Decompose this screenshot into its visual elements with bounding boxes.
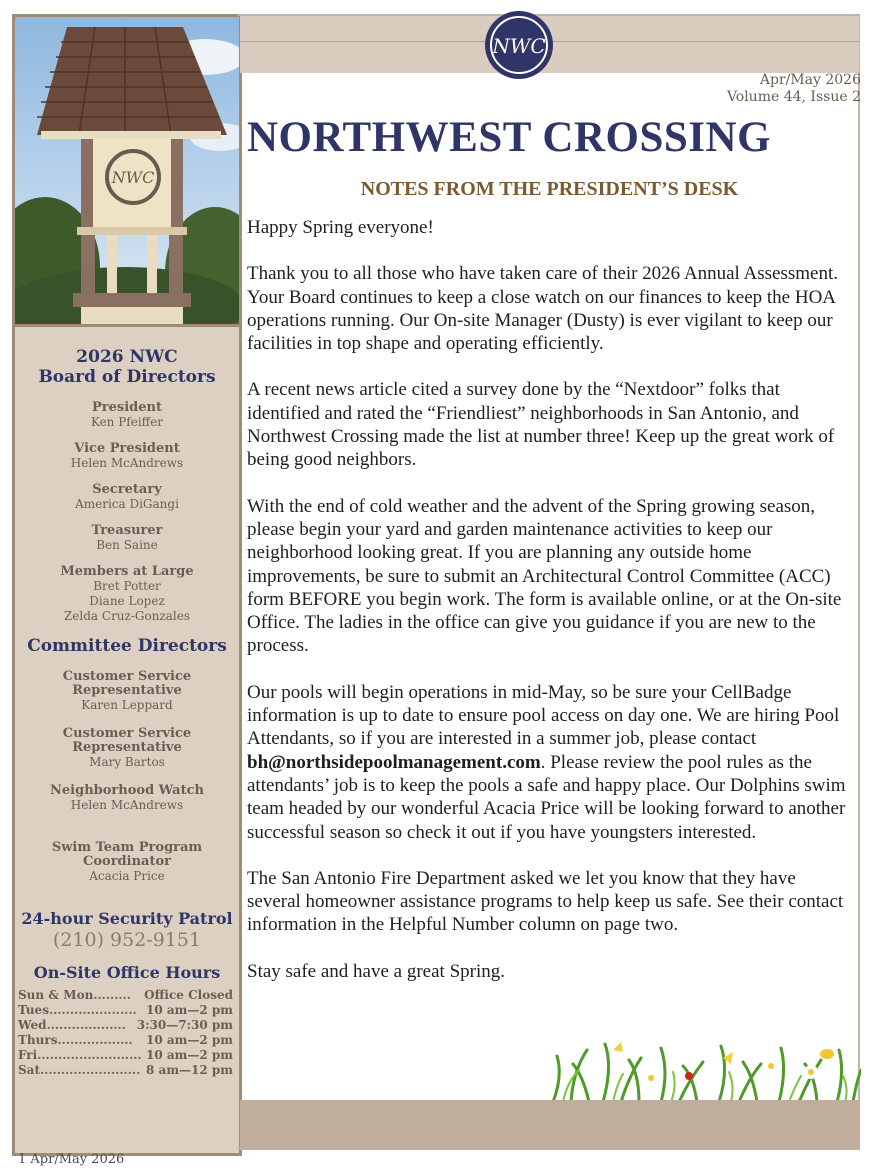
paragraph: Happy Spring everyone! [247,217,434,238]
hours-day: Tues..................... [18,1003,137,1017]
board-member-treasurer [15,524,239,553]
hours-time: 8 am—12 pm [146,1063,233,1077]
hours-row [18,1003,233,1018]
role: Representative [72,740,182,755]
name: Helen McAndrews [70,456,184,470]
role: Vice President [74,441,180,456]
hours-row [18,988,233,1003]
hours-row [18,1063,233,1078]
committee-member [15,841,239,884]
role: Customer Service [62,669,192,684]
hours-time: 10 am—2 pm [146,1003,233,1017]
hours-time: 10 am—2 pm [146,1033,233,1047]
pool-email-link[interactable]: bh@northsidepoolmanagement.com [247,751,541,773]
paragraph [247,681,853,844]
svg-text:NWC: NWC [492,34,546,58]
paragraph: A recent news article cited a survey done by the “Nextdoor” folks that identified and rated the “Friendliest” neighborhoods in San Antonio, and Northwest Crossing made the list at number three! Keep up the great work of being good neighbors. [247,379,835,471]
section-heading: NOTES FROM THE PRESIDENT’S DESK [360,178,739,200]
role: Neighborhood Watch [50,783,204,798]
board-title-line2: Board of Directors [38,367,216,387]
footer-band [240,1100,859,1149]
name: Helen McAndrews [70,798,184,812]
paragraph: The San Antonio Fire Department asked we let you know that they have several homeowner assistance programs to help keep us safe. See their contact information in the Helpful Number column on page two. [247,867,844,936]
hours-row [18,1018,233,1033]
name: Ben Saine [96,538,158,552]
security-patrol-title: 24-hour Security Patrol [21,909,233,928]
presidents-letter [247,216,853,1006]
role: Treasurer [91,523,163,538]
svg-text:NWC: NWC [111,168,155,187]
board-title [15,347,239,387]
role: Coordinator [83,854,171,869]
issue-info [727,72,861,106]
committee-member [15,670,239,713]
role: Secretary [92,482,162,497]
hours-time: 3:30—7:30 pm [136,1018,233,1032]
name: Karen Leppard [81,698,173,712]
page-footer: 1 Apr/May 2026 [18,1152,125,1167]
board-member-secretary [15,483,239,512]
masthead: NORTHWEST CROSSING [247,114,772,161]
role: Members at Large [60,564,194,579]
role: Swim Team Program [51,840,203,855]
board-members-at-large [15,565,239,624]
hours-day: Wed................... [18,1018,126,1032]
committee-member [15,784,239,813]
board-member-vice-president [15,442,239,471]
name: Bret Potter [93,579,161,593]
name: Diane Lopez [89,594,165,608]
committee-title: Committee Directors [27,636,227,656]
spring-grass-illustration [543,1036,861,1102]
nwc-logo-icon [478,9,560,81]
name: Mary Bartos [89,755,165,769]
hours-row [18,1048,233,1063]
paragraph: With the end of cold weather and the advent of the Spring growing season, please begin your yard and garden maintenance activities to keep our neighborhood looking great. If you are planning any outside home improvements, be sure to submit an Architectural Control Committee (ACC) form BEFORE you begin work. The form is available online, or at the On-site Office. The ladies in the office can give you guidance if you are new to the process. [247,495,842,657]
office-hours-list [15,988,239,1078]
hours-time: Office Closed [144,988,233,1002]
paragraph-text: . Please review the pool rules as the attendants’ job is to keep the pools a safe and happy place. Our Dolphins swim team headed by our wonderful Acacia Price will be looking forward to another successful season so check it out if you have youngsters interested. [247,751,846,843]
name: Ken Pfeiffer [90,415,164,429]
hours-day: Sat........................ [18,1063,141,1077]
issue-volume: Volume 44, Issue 2 [726,89,861,105]
issue-date: Apr/May 2026 [759,72,861,88]
paragraph-text: Our pools will begin operations in mid-May, so be sure your CellBadge information is up to date to ensure pool access on day one. We are hiring Pool Attendants, so if you are interested in a summer job, please contact [247,681,840,750]
sidebar [12,14,242,1156]
name: Acacia Price [89,869,165,883]
committee-member [15,727,239,770]
paragraph: Thank you to all those who have taken care of their 2026 Annual Assessment. Your Board continues to keep a close watch on our finances to keep the HOA operations running. Our On-site Manager (Dusty) is ever vigilant to keep our facilities in top shape and operating efficiently. [247,263,838,355]
name: America DiGangi [75,497,179,511]
clock-tower-photo [15,17,239,327]
board-title-line1: 2026 NWC [76,347,178,367]
name: Zelda Cruz-Gonzales [63,609,191,623]
hours-time: 10 am—2 pm [146,1048,233,1062]
hours-day: Sun & Mon......... [18,988,131,1002]
sidebar-content [15,347,239,1078]
role: Customer Service [62,726,192,741]
hours-day: Thurs.................. [18,1033,133,1047]
role: President [92,400,162,415]
hours-row [18,1033,233,1048]
office-hours-title: On-Site Office Hours [33,963,221,982]
paragraph: Stay safe and have a great Spring. [247,960,505,982]
security-patrol-phone[interactable]: (210) 952-9151 [52,929,202,951]
board-member-president [15,401,239,430]
role: Representative [72,683,182,698]
hours-day: Fri......................... [18,1048,142,1062]
